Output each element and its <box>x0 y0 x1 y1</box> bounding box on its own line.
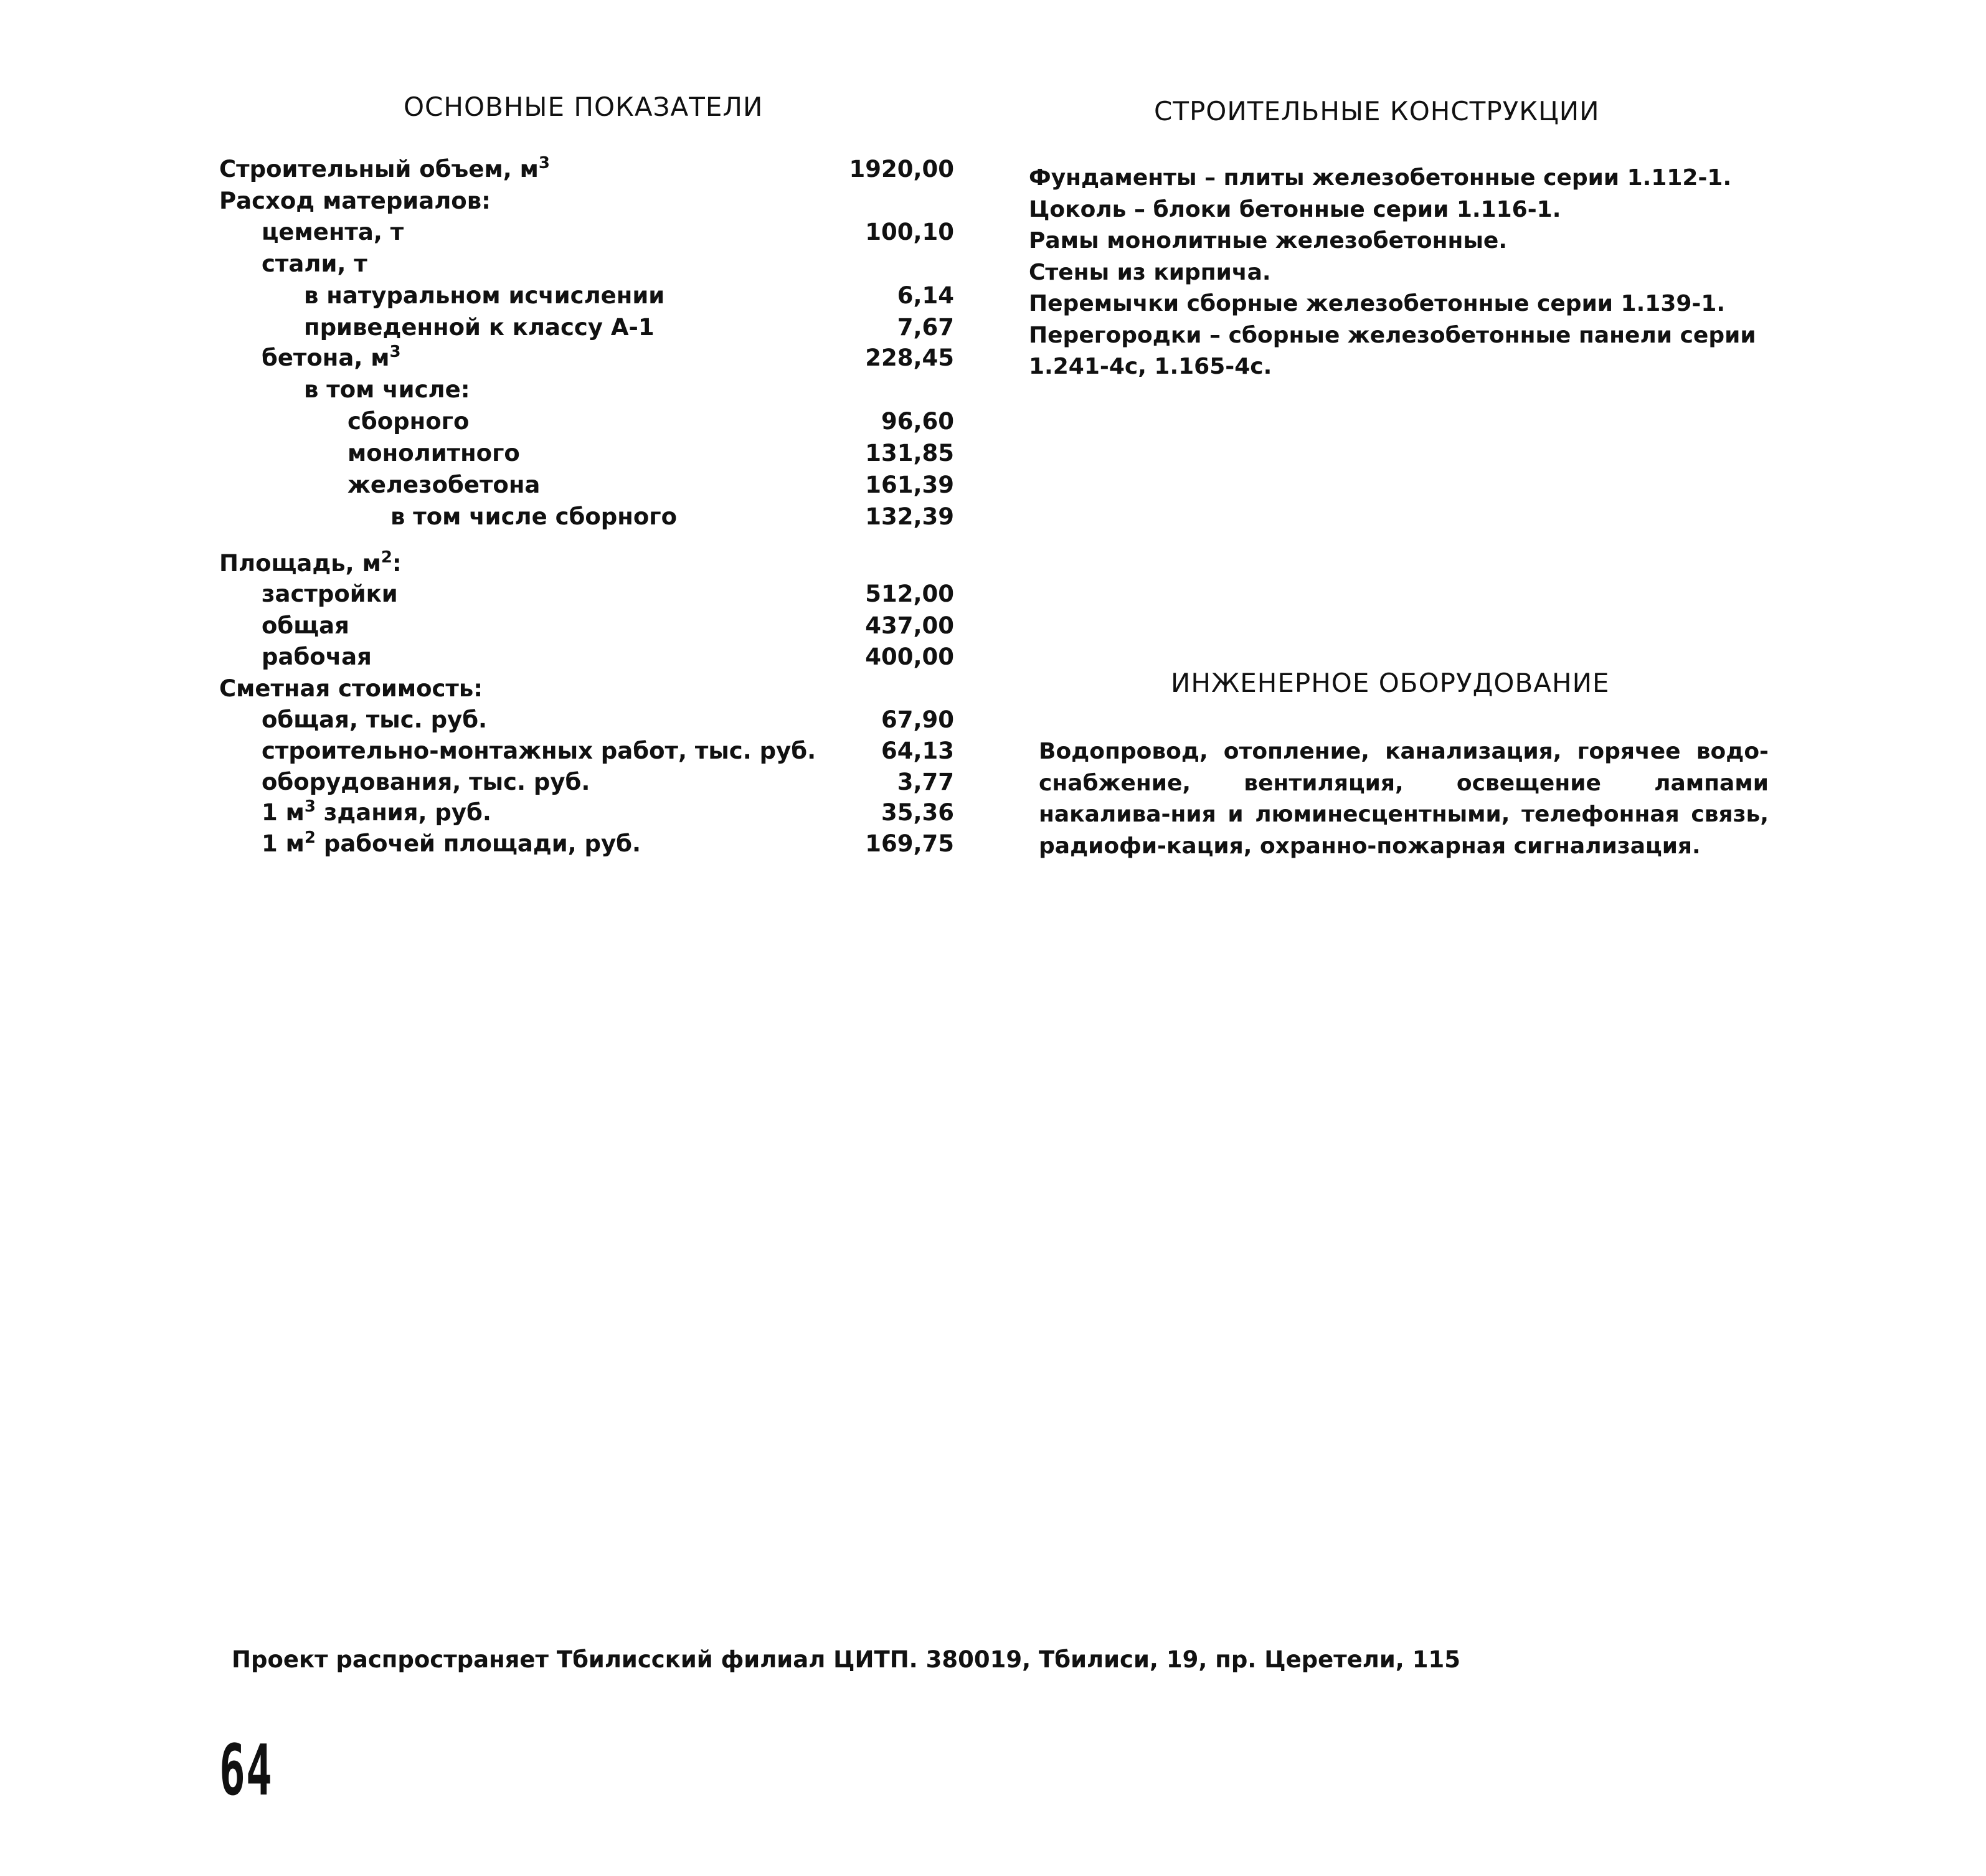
indicator-row <box>219 471 954 503</box>
indicator-label-suffix: здания, руб. <box>315 799 491 826</box>
indicator-label: железобетона <box>348 471 541 498</box>
indicator-label: общая <box>262 612 349 639</box>
engineering-paragraph: Водопровод, отопление, канализация, горячее водо-снабжение, вентиляция, освещение лампами накалива-ния и люминесцентными, телефонная связь, радиофи-кация, охранно-пожарная сигнализация. <box>1039 739 1769 859</box>
indicator-value: 6,14 <box>897 282 954 309</box>
indicator-label: монолитного <box>348 440 520 467</box>
indicator-label: рабочая <box>262 643 372 670</box>
indicator-row <box>219 830 954 861</box>
indicator-row <box>219 187 954 219</box>
indicator-row <box>219 503 954 534</box>
engineering-heading: ИНЖЕНЕРНОЕ ОБОРУДОВАНИЕ <box>1171 668 1610 698</box>
indicator-row <box>219 706 954 737</box>
indicator-value: 400,00 <box>865 643 954 670</box>
indicator-value: 35,36 <box>881 799 954 826</box>
indicator-label-suffix: рабочей площади, руб. <box>315 830 641 857</box>
page-number: 64 <box>219 1730 273 1811</box>
indicator-row <box>219 376 954 407</box>
unit-exponent: 2 <box>304 828 316 847</box>
unit-exponent: 2 <box>381 548 392 567</box>
indicator-row <box>219 675 954 706</box>
construction-line: 1.241-4с, 1.165-4с. <box>1029 354 1272 379</box>
indicator-row <box>219 737 954 769</box>
construction-line: Перегородки – сборные железобетонные панели серии <box>1029 322 1756 348</box>
indicator-value: 131,85 <box>865 440 954 467</box>
indicator-row <box>219 314 954 345</box>
indicator-value: 67,90 <box>881 706 954 733</box>
indicator-value: 1920,00 <box>849 156 954 182</box>
indicator-label: Площадь, м <box>219 550 381 577</box>
indicator-value: 132,39 <box>865 503 954 530</box>
indicator-value: 100,10 <box>865 219 954 245</box>
unit-exponent: 3 <box>389 343 401 361</box>
indicator-label: в том числе сборного <box>390 503 678 530</box>
construction-line: Цоколь – блоки бетонные серии 1.116-1. <box>1029 196 1561 222</box>
construction-line: Рамы монолитные железобетонные. <box>1029 228 1508 253</box>
indicator-value: 228,45 <box>865 344 954 371</box>
constructions-heading: СТРОИТЕЛЬНЫЕ КОНСТРУКЦИИ <box>1154 96 1600 126</box>
indicator-value: 96,60 <box>881 408 954 435</box>
indicator-label: 1 м <box>262 799 305 826</box>
construction-line: Стены из кирпича. <box>1029 259 1271 285</box>
indicator-label: приведенной к классу А-1 <box>304 314 655 341</box>
indicator-label: Сметная стоимость: <box>219 675 483 702</box>
indicator-label: в натуральном исчислении <box>304 282 665 309</box>
indicator-row <box>219 550 954 581</box>
unit-exponent: 3 <box>538 154 550 173</box>
construction-line: Фундаменты – плиты железобетонные серии 1.112-1. <box>1029 165 1732 191</box>
indicator-row <box>219 643 954 675</box>
indicator-label-suffix: : <box>392 550 402 577</box>
indicator-row <box>219 344 954 376</box>
indicator-row <box>219 156 954 187</box>
constructions-block <box>1029 163 1764 383</box>
indicator-row <box>219 282 954 313</box>
indicator-label: в том числе: <box>304 376 470 403</box>
indicator-value: 161,39 <box>865 471 954 498</box>
indicator-label: общая, тыс. руб. <box>262 706 488 733</box>
indicator-row <box>219 219 954 250</box>
distributor-note: Проект распространяет Тбилисский филиал ЦИТП. 380019, Тбилиси, 19, пр. Церетели, 115 <box>232 1646 1460 1673</box>
indicator-label: стали, т <box>262 250 367 277</box>
indicator-value: 3,77 <box>897 769 954 795</box>
indicator-row <box>219 250 954 282</box>
indicator-label: строительно-монтажных работ, тыс. руб. <box>262 737 816 764</box>
indicator-row <box>219 408 954 439</box>
indicator-value: 512,00 <box>865 580 954 607</box>
indicator-label: сборного <box>348 408 470 435</box>
indicator-label: бетона, м <box>262 344 390 371</box>
indicator-label: Расход материалов: <box>219 187 491 214</box>
unit-exponent: 3 <box>304 797 316 816</box>
indicator-row <box>219 440 954 471</box>
indicator-value: 7,67 <box>897 314 954 341</box>
indicator-label: оборудования, тыс. руб. <box>262 769 590 795</box>
construction-line: Перемычки сборные железобетонные серии 1.139-1. <box>1029 291 1726 316</box>
indicator-value: 437,00 <box>865 612 954 639</box>
indicator-row <box>219 580 954 612</box>
indicator-label: 1 м <box>262 830 305 857</box>
indicator-value: 169,75 <box>865 830 954 857</box>
indicator-value: 64,13 <box>881 737 954 764</box>
indicator-row <box>219 799 954 830</box>
indicators-heading: ОСНОВНЫЕ ПОКАЗАТЕЛИ <box>404 92 764 122</box>
indicator-row <box>219 612 954 643</box>
indicator-label: Строительный объем, м <box>219 156 539 182</box>
indicator-label: цемента, т <box>262 219 404 245</box>
indicator-row <box>219 769 954 800</box>
indicator-label: застройки <box>262 580 398 607</box>
